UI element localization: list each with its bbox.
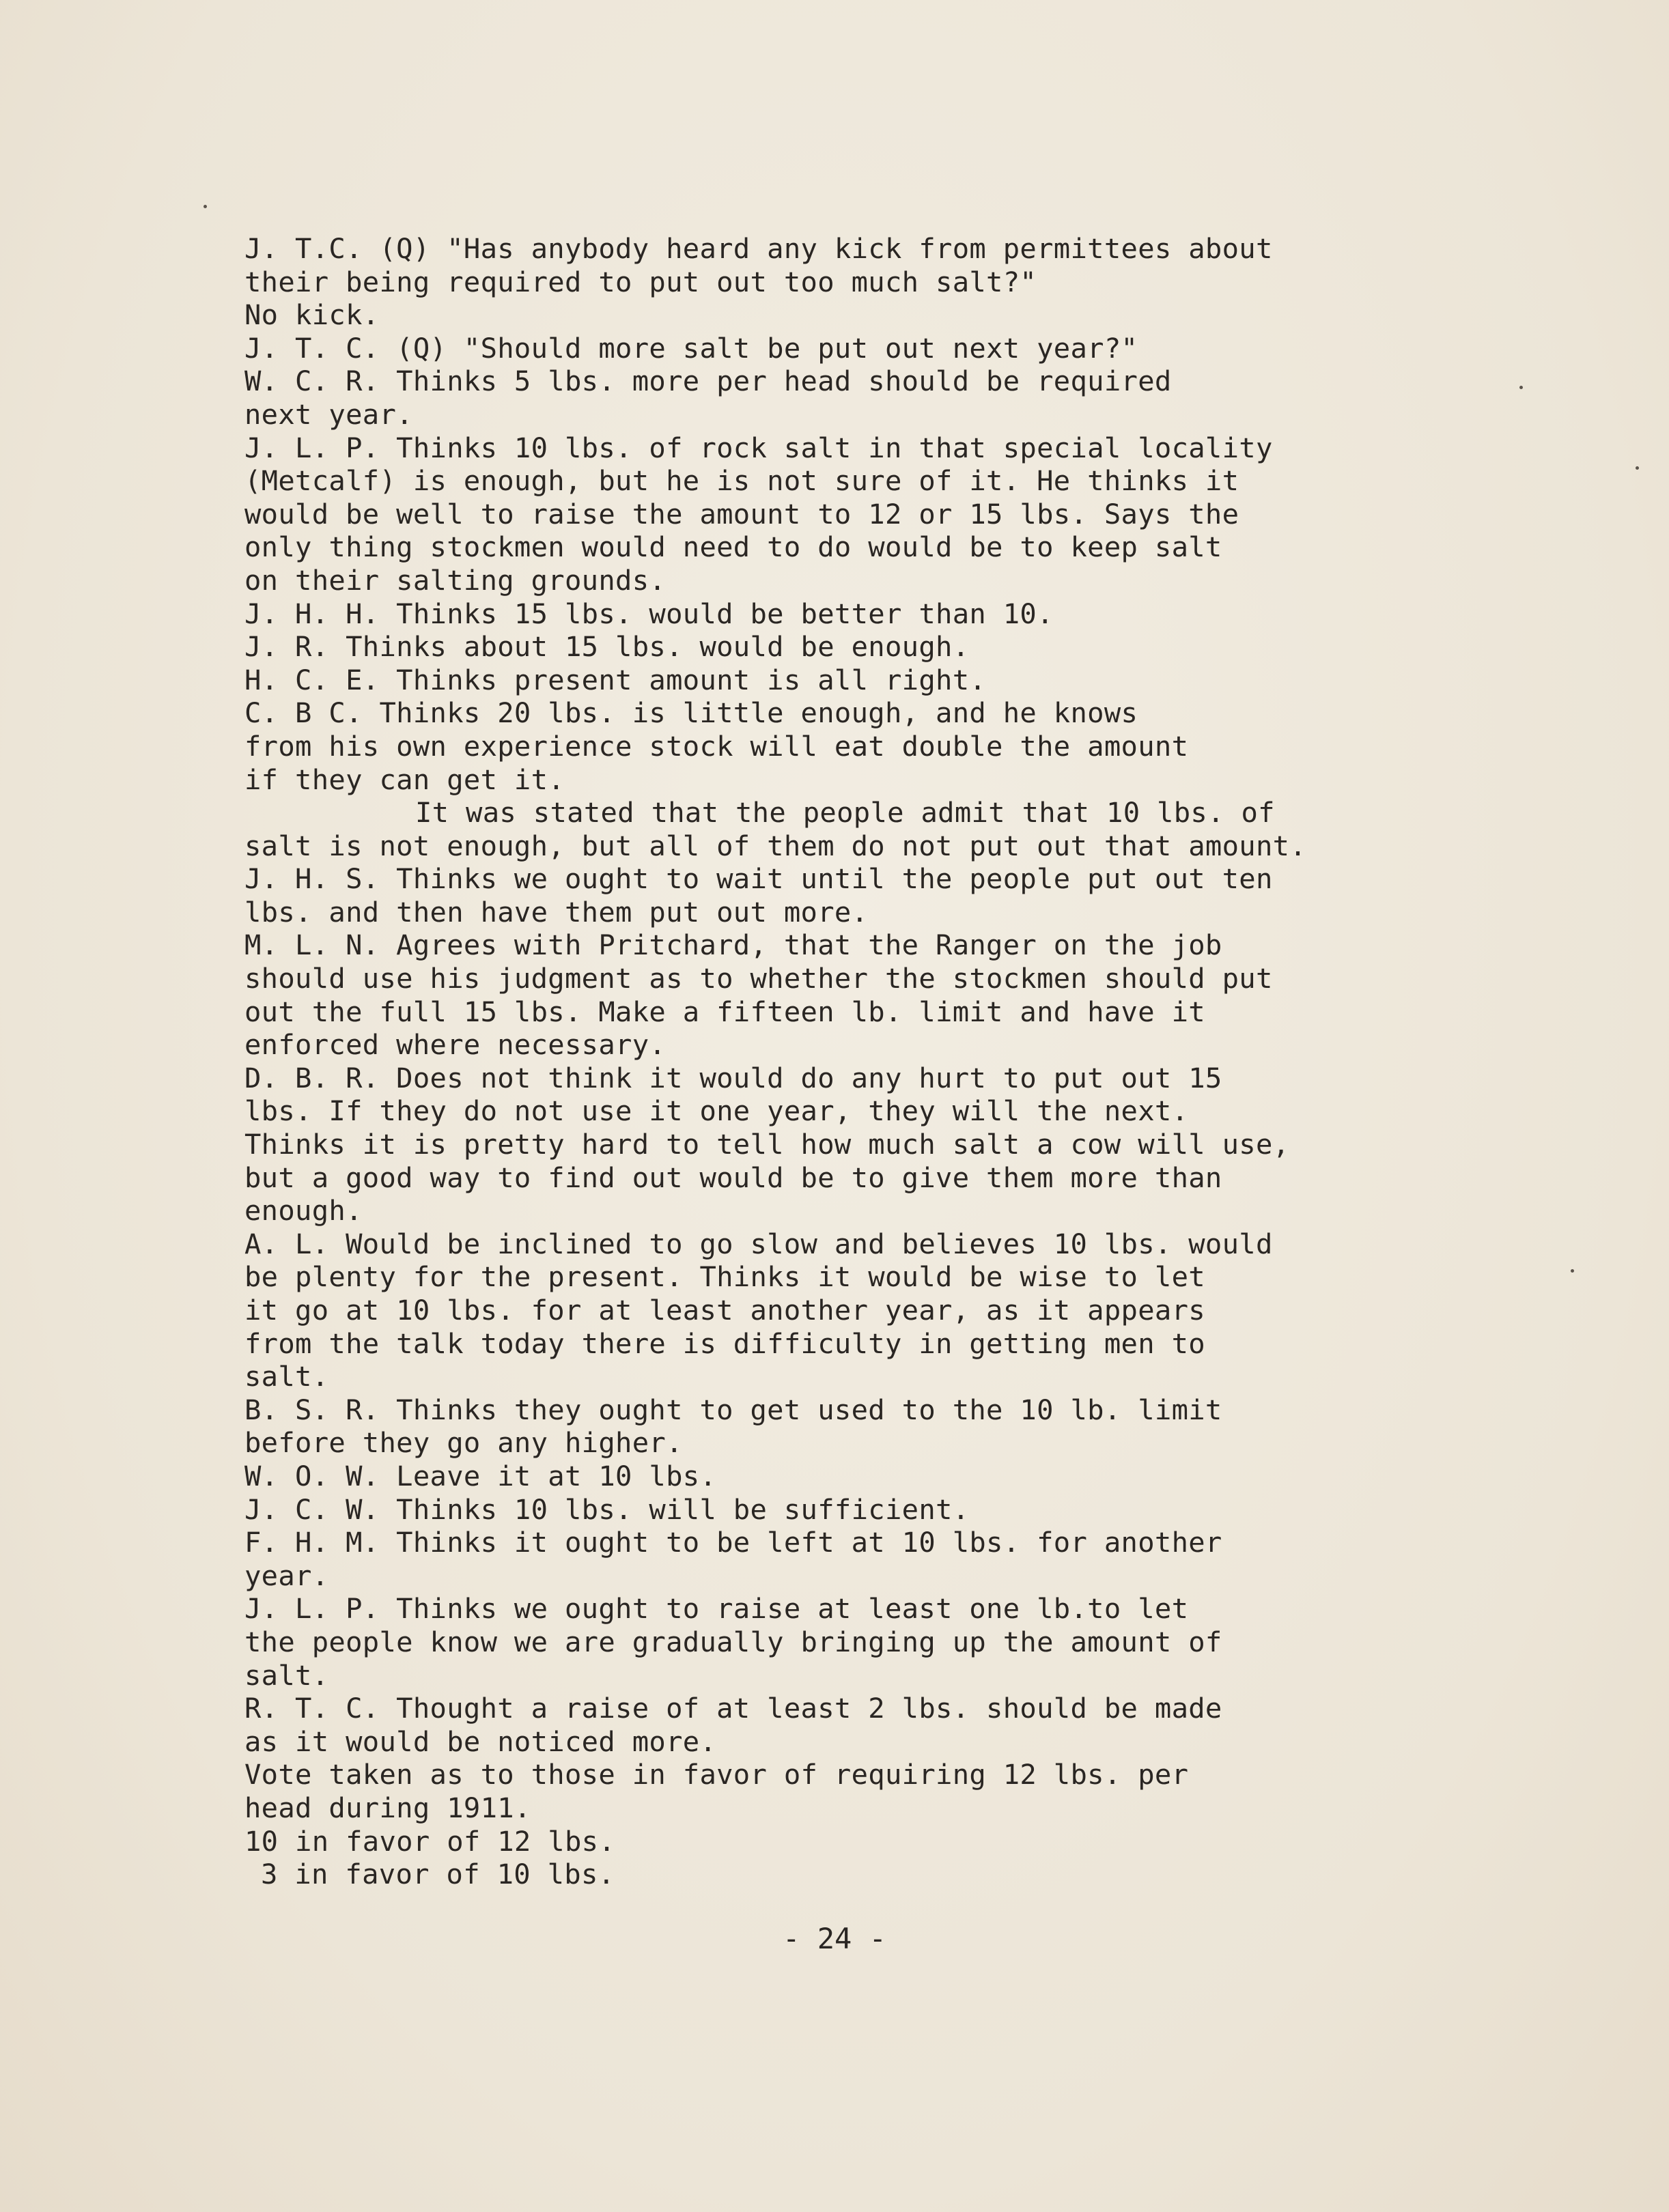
text-line: if they can get it. [244, 763, 565, 796]
text-line: next year. [244, 397, 413, 431]
text-line: it go at 10 lbs. for at least another year, as it appears [244, 1294, 1205, 1327]
text-line: only thing stockmen would need to do would be to keep salt [244, 530, 1222, 564]
text-line: year. [244, 1559, 329, 1592]
text-line: B. S. R. Thinks they ought to get used to the 10 lb. limit [244, 1393, 1222, 1426]
text-line: Vote taken as to those in favor of requiring 12 lbs. per [244, 1758, 1189, 1791]
paper-speck [204, 205, 207, 208]
text-line: salt. [244, 1360, 329, 1393]
paper-speck [1519, 386, 1523, 389]
text-line: J. H. H. Thinks 15 lbs. would be better than 10. [244, 597, 1054, 630]
text-line: D. B. R. Does not think it would do any hurt to put out 15 [244, 1061, 1222, 1094]
text-line: C. B C. Thinks 20 lbs. is little enough, and he knows [244, 696, 1138, 730]
text-line: R. T. C. Thought a raise of at least 2 lbs. should be made [244, 1692, 1222, 1725]
text-line: lbs. If they do not use it one year, they will the next. [244, 1094, 1189, 1128]
text-line: before they go any higher. [244, 1426, 683, 1460]
text-line: enough. [244, 1194, 363, 1228]
page-number: - 24 - [783, 1922, 886, 1955]
text-line: F. H. M. Thinks it ought to be left at 10 lbs. for another [244, 1526, 1222, 1559]
text-line: the people know we are gradually bringing up the amount of [244, 1625, 1222, 1658]
text-line: from his own experience stock will eat double the amount [244, 729, 1189, 763]
text-line: H. C. E. Thinks present amount is all right. [244, 663, 987, 696]
text-line: A. L. Would be inclined to go slow and believes 10 lbs. would [244, 1227, 1273, 1260]
text-line: J. T.C. (Q) "Has anybody heard any kick from permittees about [244, 232, 1273, 265]
text-line: salt. [244, 1658, 329, 1692]
text-line: M. L. N. Agrees with Pritchard, that the Ranger on the job [244, 928, 1222, 962]
paper-speck [1571, 1269, 1574, 1273]
text-line: 10 in favor of 12 lbs. [244, 1824, 616, 1858]
text-line: out the full 15 lbs. Make a fifteen lb. limit and have it [244, 995, 1205, 1028]
text-line: lbs. and then have them put out more. [244, 895, 869, 928]
text-line: No kick. [244, 298, 380, 332]
text-line: W. C. R. Thinks 5 lbs. more per head should be required [244, 365, 1172, 398]
text-line: J. L. P. Thinks we ought to raise at least one lb.to let [244, 1592, 1189, 1626]
text-line: J. T. C. (Q) "Should more salt be put out next year?" [244, 331, 1138, 365]
text-line: head during 1911. [244, 1791, 531, 1824]
text-line: J. L. P. Thinks 10 lbs. of rock salt in that special locality [244, 431, 1273, 464]
text-line: would be well to raise the amount to 12 or 15 lbs. Says the [244, 497, 1239, 530]
text-line: be plenty for the present. Thinks it would be wise to let [244, 1260, 1205, 1294]
text-line: their being required to put out too much salt?" [244, 265, 1037, 298]
text-line: on their salting grounds. [244, 563, 667, 597]
typed-text-body [244, 232, 1542, 1891]
paper-speck [1636, 466, 1639, 470]
text-line: (Metcalf) is enough, but he is not sure of it. He thinks it [244, 464, 1239, 498]
text-line: It was stated that the people admit that 10 lbs. of [415, 796, 1275, 830]
text-line: salt is not enough, but all of them do not put out that amount. [244, 829, 1307, 862]
text-line: J. H. S. Thinks we ought to wait until the people put out ten [244, 862, 1273, 896]
text-line: should use his judgment as to whether the stockmen should put [244, 962, 1273, 995]
text-line: 3 in favor of 10 lbs. [261, 1858, 615, 1891]
text-line: from the talk today there is difficulty in getting men to [244, 1327, 1205, 1360]
text-line: as it would be noticed more. [244, 1725, 717, 1758]
text-line: enforced where necessary. [244, 1028, 667, 1062]
text-line: but a good way to find out would be to give them more than [244, 1161, 1222, 1194]
text-line: J. C. W. Thinks 10 lbs. will be sufficient. [244, 1492, 970, 1526]
text-line: Thinks it is pretty hard to tell how much salt a cow will use, [244, 1128, 1290, 1161]
text-line: J. R. Thinks about 15 lbs. would be enough. [244, 630, 970, 664]
text-line: W. O. W. Leave it at 10 lbs. [244, 1459, 717, 1492]
